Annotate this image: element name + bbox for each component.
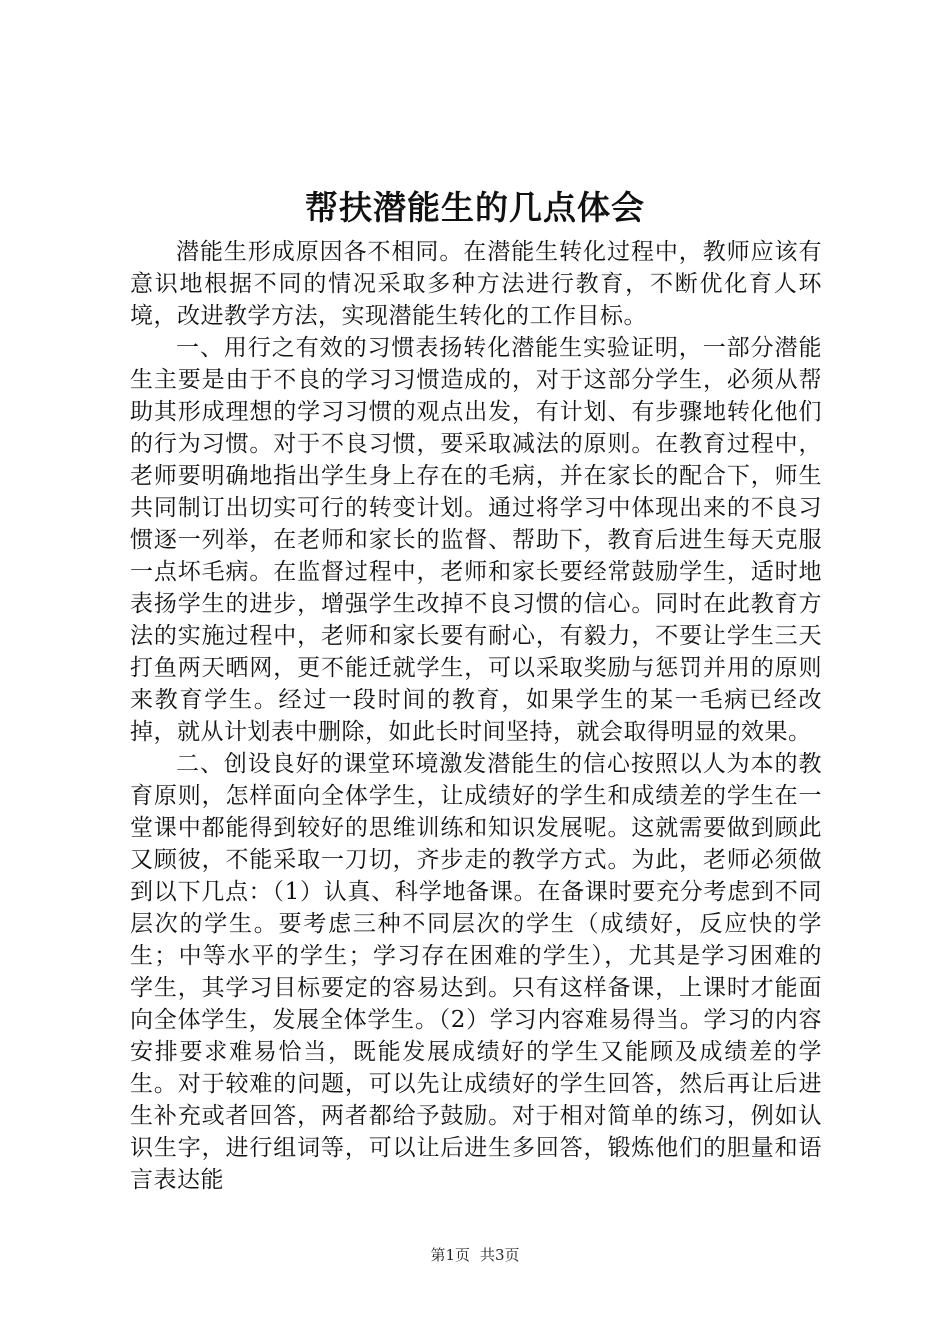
document-title: 帮扶潜能生的几点体会 (305, 188, 645, 227)
page-total: 共3页 (480, 1246, 520, 1264)
paragraph-section-one: 一、用行之有效的习惯表扬转化潜能生实验证明，一部分潜能生主要是由于不良的学习习惯造成的，对于这部分学生，必须从帮助其形成理想的学习习惯的观点出发，有计划、有步骤地转化他们的行为习惯。对于不良习惯，要采取减法的原则。在教育过程中，老师要明确地指出学生身上存在的毛病，并在家长的配合下，师生共同制订出切实可行的转变计划。通过将学习中体现出来的不良习惯逐一列举，在老师和家长的监督、帮助下，教育后进生每天克服一点坏毛病。在监督过程中，老师和家长要经常鼓励学生，适时地表扬学生的进步，增强学生改掉不良习惯的信心。同时在此教育方法的实施过程中，老师和家长要有耐心，有毅力，不要让学生三天打鱼两天晒网，更不能迁就学生，可以采取奖励与惩罚并用的原则来教育学生。经过一段时间的教育，如果学生的某一毛病已经改掉，就从计划表中删除，如此长时间坚持，就会取得明显的效果。 (130, 335, 822, 745)
page-number: 第1页 (430, 1246, 470, 1264)
document-body (130, 236, 822, 1196)
paragraph-section-two: 二、创设良好的课堂环境激发潜能生的信心按照以人为本的教育原则，怎样面向全体学生，让成绩好的学生和成绩差的学生在一堂课中都能得到较好的思维训练和知识发展呢。这就需要做到顾此又顾彼，不能采取一刀切，齐步走的教学方式。为此，老师必须做到以下几点：（1）认真、科学地备课。在备课时要充分考虑到不同层次的学生。要考虑三种不同层次的学生（成绩好，反应快的学生；中等水平的学生；学习存在困难的学生），尤其是学习困难的学生，其学习目标要定的容易达到。只有这样备课，上课时才能面向全体学生，发展全体学生。（2）学习内容难易得当。学习的内容安排要求难易恰当，既能发展成绩好的学生又能顾及成绩差的学生。对于较难的问题，可以先让成绩好的学生回答，然后再让后进生补充或者回答，两者都给予鼓励。对于相对简单的练习，例如认识生字，进行组词等，可以让后进生多回答，锻炼他们的胆量和语言表达能 (130, 751, 822, 1193)
paragraph-intro: 潜能生形成原因各不相同。在潜能生转化过程中，教师应该有意识地根据不同的情况采取多种方法进行教育，不断优化育人环境，改进教学方法，实现潜能生转化的工作目标。 (130, 239, 822, 329)
page-footer (0, 1245, 950, 1265)
